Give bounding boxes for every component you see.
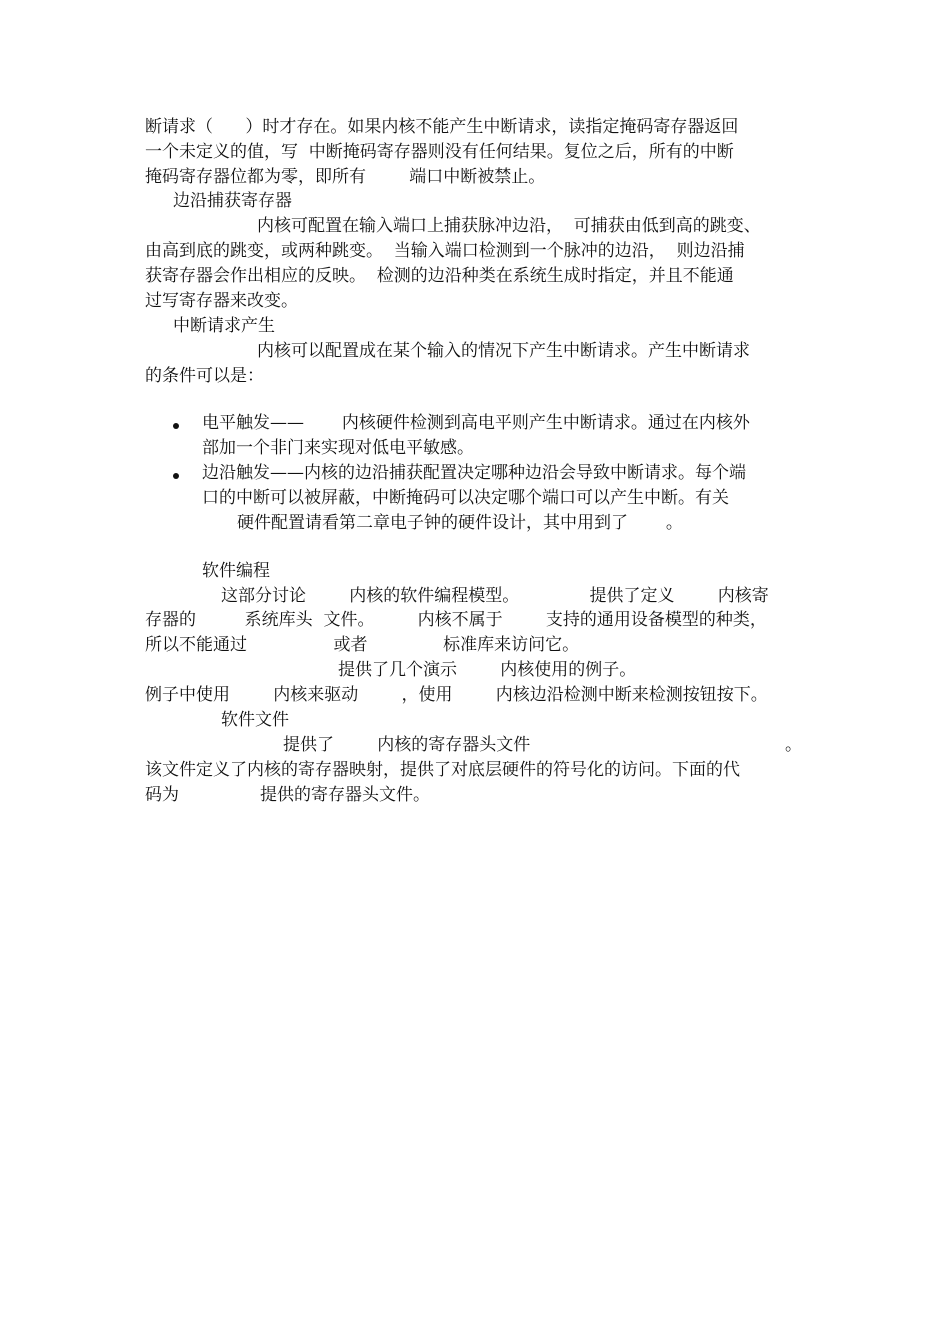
edge-line-1: 内核可配置在输入端口上捕获脉冲边沿， 可捕获由低到高的跳变、 (257, 216, 761, 236)
software-line-1: 这部分讨论 内核的软件编程模型。 提供了定义 内核寄 (221, 586, 769, 606)
bullet-1-line-2: 部加一个非门来实现对低电平敏感。 (202, 438, 474, 458)
irq-heading: 中断请求产生 (173, 316, 275, 336)
edge-line-3: 获寄存器会作出相应的反映。 检测的边沿种类在系统生成时指定，并且不能通 (145, 266, 734, 286)
bullet-2-line-3: 硬件配置请看第二章电子钟的硬件设计，其中用到了 。 (237, 513, 683, 533)
software-line-4: 提供了几个演示 内核使用的例子。 (338, 660, 637, 680)
intro-line-2: 一个未定义的值，写 中断掩码寄存器则没有任何结果。复位之后，所有的中断 (145, 142, 734, 162)
edge-line-2: 由高到底的跳变，或两种跳变。 当输入端口检测到一个脉冲的边沿， 则边沿捕 (145, 241, 745, 261)
irq-line-2: 的条件可以是： (145, 366, 264, 386)
bullet-2-line-1: 边沿触发——内核的边沿捕获配置决定哪种边沿会导致中断请求。每个端 (202, 463, 746, 483)
files-line-1-end: 。 (785, 735, 802, 755)
files-line-1: 提供了 内核的寄存器头文件 (283, 735, 531, 755)
software-line-5: 例子中使用 内核来驱动 ，使用 内核边沿检测中断来检测按钮按下。 (145, 685, 768, 705)
intro-line-1: 断请求（ ）时才存在。如果内核不能产生中断请求，读指定掩码寄存器返回 (145, 117, 739, 137)
bullet-1-line-1: 电平触发—— 内核硬件检测到高电平则产生中断请求。通过在内核外 (202, 413, 750, 433)
bullet-marker (173, 423, 179, 429)
files-line-2: 该文件定义了内核的寄存器映射，提供了对底层硬件的符号化的访问。下面的代 (145, 760, 740, 780)
files-line-3: 码为 提供的寄存器头文件。 (145, 785, 431, 805)
edge-capture-heading: 边沿捕获寄存器 (173, 191, 292, 211)
intro-line-3: 掩码寄存器位都为零，即所有 端口中断被禁止。 (145, 167, 546, 187)
bullet-marker (173, 473, 179, 479)
irq-line-1: 内核可以配置成在某个输入的情况下产生中断请求。产生中断请求 (257, 341, 750, 361)
bullet-2-line-2: 口的中断可以被屏蔽，中断掩码可以决定哪个端口可以产生中断。有关 (202, 488, 729, 508)
software-line-2: 存器的 系统库头 文件。 内核不属于 支持的通用设备模型的种类， (145, 610, 767, 630)
software-line-3: 所以不能通过 或者 标准库来访问它。 (145, 635, 580, 655)
software-heading: 软件编程 (202, 561, 270, 581)
software-files-heading: 软件文件 (221, 710, 289, 730)
edge-line-4: 过写寄存器来改变。 (145, 291, 298, 311)
